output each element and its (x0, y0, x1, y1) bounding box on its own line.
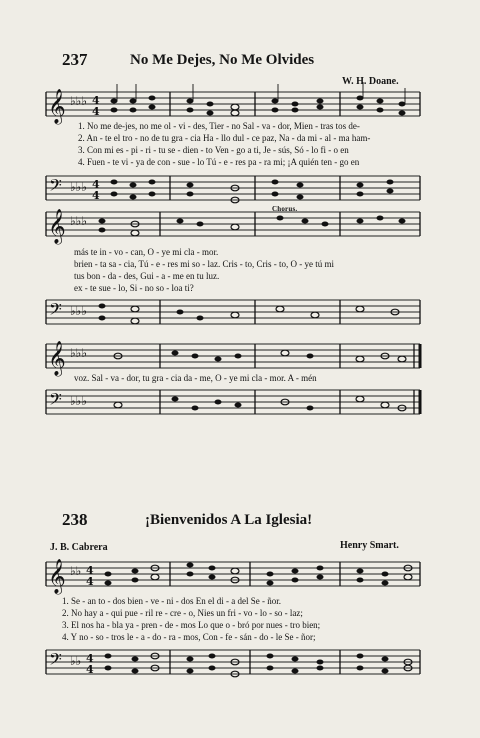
svg-text:♭♭♭: ♭♭♭ (70, 180, 87, 194)
author-credit: J. B. Cabrera (50, 542, 108, 553)
svg-text:4: 4 (92, 94, 100, 107)
svg-text:4: 4 (86, 575, 94, 588)
verse-line-4: 4. Fuen - te vi - ya de con - sue - lo Tú - e - res pa - ra mi; ¡A quién ten - go en (78, 157, 360, 167)
svg-text:𝄢: 𝄢 (49, 299, 62, 323)
verse-line-1: más te in - vo - can, O - ye mi cla - mor. (74, 247, 219, 257)
verse-line-1: voz. Sal - va - dor, tu gra - cia da - me, O - ye mi cla - mor. A - mén (74, 373, 317, 383)
hymn-title: ¡Bienvenidos A La Iglesia! (145, 512, 313, 528)
treble-staff (40, 208, 426, 244)
svg-text:♭♭: ♭♭ (70, 654, 82, 668)
svg-text:4: 4 (92, 178, 100, 191)
hymn-title: No Me Dejes, No Me Olvides (130, 52, 315, 68)
verse-line-2: 2. No hay a - qui pue - ril re - cre - o, Nies un fri - vo - lo - so - laz; (62, 608, 303, 618)
svg-text:𝄞: 𝄞 (48, 341, 66, 376)
verse-line-2: 2. An - te el tro - no de tu gra - cia Ha - llo dul - ce paz, Na - da mi - al - ma ham- (78, 133, 371, 143)
bass-staff (40, 644, 426, 684)
svg-text:4: 4 (92, 105, 100, 118)
svg-text:4: 4 (92, 189, 100, 202)
svg-text:𝄢: 𝄢 (49, 649, 62, 673)
svg-text:𝄢: 𝄢 (49, 175, 62, 199)
svg-text:4: 4 (86, 663, 94, 676)
svg-text:♭♭♭: ♭♭♭ (70, 304, 87, 318)
verse-line-3: tus bon - da - des, Gui - a - me en tu luz. (74, 271, 220, 281)
hymn-number: 238 (62, 510, 88, 529)
svg-text:♭♭♭: ♭♭♭ (70, 394, 87, 408)
chorus-label: Chorus. (272, 205, 298, 213)
svg-text:♭♭♭: ♭♭♭ (70, 94, 87, 108)
treble-staff (40, 556, 426, 596)
verse-line-1: 1. Se - an to - dos bien - ve - ni - dos En el di - a del Se - ñor. (62, 596, 281, 606)
svg-text:𝄢: 𝄢 (49, 389, 62, 413)
verse-line-1: 1. No me de-jes, no me ol - vi - des, Tier - no Sal - va - dor, Mien - tras tos de- (78, 121, 360, 131)
verse-line-3: 3. Con mi es - pi - ri - tu se - dien - to Ven - go a ti, Je - sús, Só - lo fi - o en (78, 145, 349, 155)
svg-text:4: 4 (86, 652, 94, 665)
svg-text:♭♭♭: ♭♭♭ (70, 346, 87, 360)
verse-line-4: 4. Y no - so - tros le - a - do - ra - mos, Con - fe - sán - do - le Se - ñor; (62, 632, 316, 642)
composer-credit: W. H. Doane. (342, 76, 399, 87)
bass-staff (40, 386, 426, 422)
verse-line-4: ex - te sue - lo, Si - no so - loa ti? (74, 283, 194, 293)
svg-text:𝄞: 𝄞 (48, 559, 66, 594)
verse-line-2: brien - ta sa - cia, Tú - e - res mi so - laz. Cris - to, Cris - to, O - ye tú mi (74, 259, 335, 269)
svg-text:♭♭: ♭♭ (70, 564, 82, 578)
bass-staff (40, 296, 426, 332)
bass-staff (40, 172, 426, 208)
svg-text:𝄞: 𝄞 (48, 209, 66, 244)
treble-staff (40, 340, 426, 376)
svg-text:4: 4 (86, 564, 94, 577)
hymn-number: 237 (62, 50, 88, 69)
svg-text:♭♭♭: ♭♭♭ (70, 214, 87, 228)
verse-line-3: 3. El nos ha - bla ya - pren - de - mos Lo que o - bró por nues - tro bien; (62, 620, 321, 630)
composer-credit: Henry Smart. (340, 540, 399, 551)
svg-text:𝄞: 𝄞 (48, 89, 66, 124)
